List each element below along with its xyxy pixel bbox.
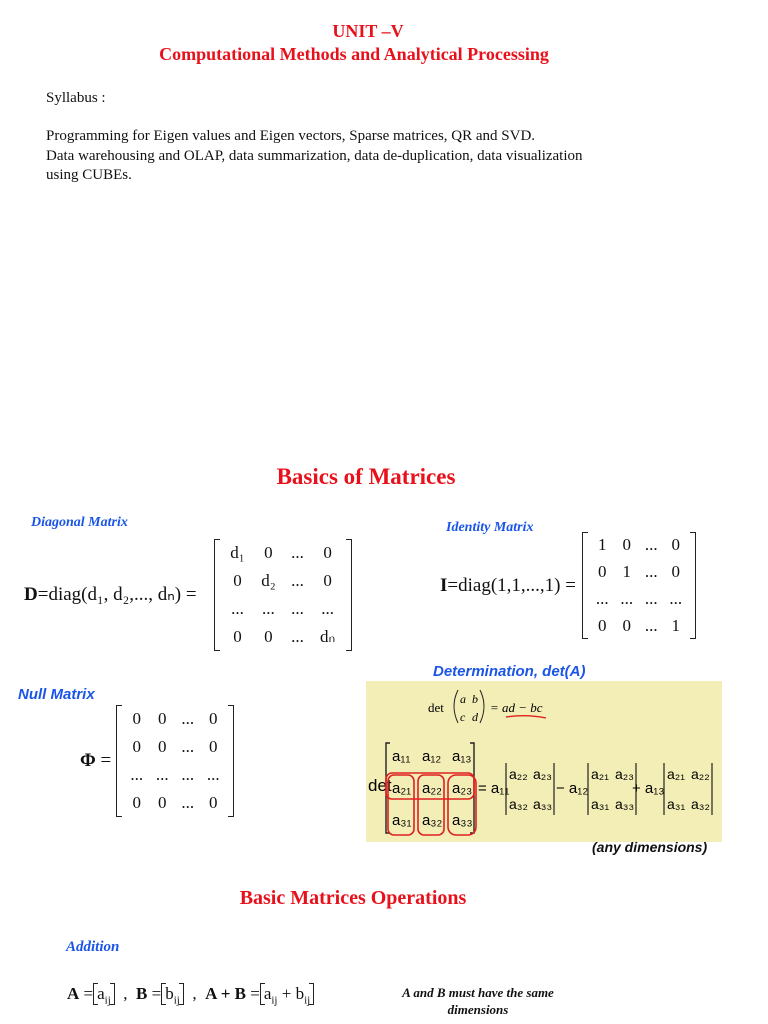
syllabus-line: Data warehousing and OLAP, data summarization, data de-duplication, data visualization xyxy=(46,148,583,164)
identity-matrix-cell: ... xyxy=(620,588,634,608)
det-3x3-cell: a₃₂ xyxy=(422,812,443,829)
det-2x2-cell: b xyxy=(472,692,478,706)
diagonal-matrix-cell: 0 xyxy=(233,627,242,646)
diagonal-matrix-cell: 0 xyxy=(323,543,332,562)
diagonal-matrix-cell: ... xyxy=(262,599,275,618)
null-matrix-cell: 0 xyxy=(209,793,218,812)
det-minor-cell: a₂₁ xyxy=(591,766,609,782)
identity-matrix-cell: 1 xyxy=(598,535,607,555)
paren-left xyxy=(454,690,458,723)
identity-equation xyxy=(440,575,576,597)
det-3x3-cell: a₁₂ xyxy=(422,748,442,765)
det-2x2-label: det xyxy=(428,700,444,715)
page-title: Computational Methods and Analytical Processing xyxy=(159,44,549,64)
det-2x2-cell: a xyxy=(460,692,466,706)
diagonal-matrix-cell: ... xyxy=(231,599,244,618)
diagonal-matrix xyxy=(214,539,352,651)
any-dimensions-note: (any dimensions) xyxy=(592,839,708,855)
b-elem: b xyxy=(165,984,174,1003)
identity-matrix-cell: 0 xyxy=(598,615,607,635)
null-matrix-cell: 0 xyxy=(158,793,167,812)
syllabus-line: Programming for Eigen values and Eigen vectors, Sparse matrices, QR and SVD. xyxy=(46,128,536,144)
identity-matrix-cell: 1 xyxy=(671,615,680,635)
diagonal-matrix-cell: 0 xyxy=(264,543,273,562)
identity-matrix xyxy=(582,532,696,639)
null-matrix-cell: ... xyxy=(181,793,195,812)
det-2x2-cell: d xyxy=(472,710,478,724)
null-matrix-cell: 0 xyxy=(132,793,141,812)
section-heading-basics: Basics of Matrices xyxy=(276,464,456,489)
identity-matrix-cell: 0 xyxy=(622,615,631,635)
null-matrix-cell: 0 xyxy=(158,737,167,756)
null-equation xyxy=(80,750,111,772)
diagonal-matrix-cell: ... xyxy=(321,599,334,618)
det-minor-cell: a₃₂ xyxy=(691,796,710,812)
identity-matrix-cell: ... xyxy=(669,588,683,608)
identity-matrix-cell: 0 xyxy=(598,562,607,582)
diagonal-symbol: D xyxy=(24,584,38,605)
diagonal-matrix-cell: ... xyxy=(291,627,304,646)
diagonal-expr: =diag(d₁, d₂,..., dₙ) = xyxy=(37,584,197,605)
null-matrix-cell: ... xyxy=(181,737,195,756)
paren-right xyxy=(480,690,484,723)
det-2x2-rhs: = ad − bc xyxy=(490,700,543,715)
diagonal-matrix-cell: 0 xyxy=(264,627,273,646)
addition-label: Addition xyxy=(66,939,120,955)
determinant-label: Determination, det(A) xyxy=(433,663,586,680)
det-3x3-cell: a₂₂ xyxy=(422,780,442,797)
identity-matrix-cell: 0 xyxy=(622,535,631,555)
syllabus-label: Syllabus : xyxy=(46,90,106,106)
determinant-figure xyxy=(366,681,722,842)
det-minor-cell: a₃₃ xyxy=(615,796,635,812)
det-minor-cell: a₃₂ xyxy=(509,796,528,812)
diagonal-matrix-cell: dₙ xyxy=(319,627,336,646)
null-matrix-cell: ... xyxy=(181,765,195,784)
a-elements xyxy=(93,983,115,1005)
diagonal-matrix-cell: ... xyxy=(291,571,304,590)
det-3x3-cell: a₃₃ xyxy=(452,812,473,829)
a-elem: a xyxy=(97,984,105,1003)
index: ij xyxy=(271,994,278,1007)
det-minor-cell: a₃₃ xyxy=(533,796,553,812)
det-minor-cell: a₂₃ xyxy=(533,766,552,782)
addition-note-line: A and B must have the same xyxy=(402,985,554,1000)
null-matrix-cell: ... xyxy=(181,709,195,728)
det-3x3-cell: a₁₁ xyxy=(392,748,411,765)
sum-elem-b: b xyxy=(295,984,305,1003)
identity-expr: =diag(1,1,...,1) = xyxy=(447,575,576,596)
null-expr: = xyxy=(100,750,112,771)
index: ij xyxy=(304,994,311,1007)
det-minor-cell: a₃₁ xyxy=(591,796,610,812)
det-minor-cell: a₂₁ xyxy=(667,766,685,782)
diagonal-matrix-cell: ... xyxy=(291,543,304,562)
null-matrix xyxy=(116,705,234,817)
identity-matrix-cell: ... xyxy=(595,588,609,608)
det-cofactor: − a₁₂ xyxy=(556,780,589,797)
det-cofactor: = a₁₁ xyxy=(478,780,510,797)
det-3x3-cell: a₁₃ xyxy=(452,748,472,765)
diagonal-matrix-cell: ... xyxy=(291,599,304,618)
det-minor-cell: a₂₂ xyxy=(509,766,528,782)
null-matrix-cell: ... xyxy=(155,765,169,784)
det-cofactor: + a₁₃ xyxy=(632,780,665,797)
null-matrix-cell: 0 xyxy=(209,709,218,728)
identity-matrix-cell: ... xyxy=(644,615,658,635)
diagonal-matrix-cell: d₂ xyxy=(261,571,276,590)
det-3x3-cell: a₂₁ xyxy=(392,780,412,797)
identity-symbol: I xyxy=(440,575,448,596)
unit-title: UNIT –V xyxy=(332,21,404,41)
index: ij xyxy=(173,994,180,1007)
det-minor-cell: a₂₂ xyxy=(691,766,710,782)
index: ij xyxy=(104,994,111,1007)
det-minor-cell: a₃₁ xyxy=(667,796,686,812)
sum-elem-a: a xyxy=(263,984,272,1003)
identity-matrix-cell: 1 xyxy=(622,562,631,582)
identity-matrix-cell: ... xyxy=(644,535,658,555)
diagonal-matrix-cell: d₁ xyxy=(230,543,245,562)
det-3x3-cell: a₃₁ xyxy=(392,812,412,829)
diagonal-matrix-cell: 0 xyxy=(323,571,332,590)
syllabus-line: using CUBEs. xyxy=(46,167,132,183)
diagonal-matrix-label: Diagonal Matrix xyxy=(31,515,128,530)
null-symbol: Φ xyxy=(80,750,96,771)
det-2x2-cell: c xyxy=(460,710,466,724)
null-matrix-cell: ... xyxy=(130,765,144,784)
diagonal-matrix-cell: 0 xyxy=(233,571,242,590)
identity-matrix-cell: 0 xyxy=(671,535,680,555)
identity-matrix-cell: ... xyxy=(644,588,658,608)
diagonal-equation xyxy=(24,583,197,606)
null-matrix-cell: 0 xyxy=(158,709,167,728)
addition-equation: $A = a_{ij}$ , $B = b_{ij}$ , $A + B = a_{ij} + b_{ij}$ xyxy=(67,983,314,1005)
identity-matrix-cell: 0 xyxy=(671,562,680,582)
det-3x3-label: det xyxy=(368,776,392,795)
identity-matrix-label: Identity Matrix xyxy=(446,520,534,535)
null-matrix-cell: 0 xyxy=(132,709,141,728)
sum-elements: $a_{ij} + b_{ij}$ xyxy=(260,983,314,1005)
det-minor-cell: a₂₃ xyxy=(615,766,634,782)
null-matrix-cell: 0 xyxy=(132,737,141,756)
b-elements xyxy=(161,983,184,1005)
null-matrix-label: Null Matrix xyxy=(18,686,95,703)
a-symbol: A xyxy=(67,984,80,1003)
sum-symbol: A + B xyxy=(205,984,246,1003)
null-matrix-cell: ... xyxy=(206,765,220,784)
identity-matrix-cell: ... xyxy=(644,562,658,582)
null-matrix-cell: 0 xyxy=(209,737,218,756)
determinant-formula-svg xyxy=(366,681,722,842)
addition-note-line: dimensions xyxy=(447,1002,509,1017)
addition-note xyxy=(393,984,563,1018)
underline-mark xyxy=(506,716,546,718)
det-3x3-cell: a₂₃ xyxy=(452,780,473,797)
section-heading-operations: Basic Matrices Operations xyxy=(239,887,467,909)
b-symbol: B xyxy=(136,984,148,1003)
